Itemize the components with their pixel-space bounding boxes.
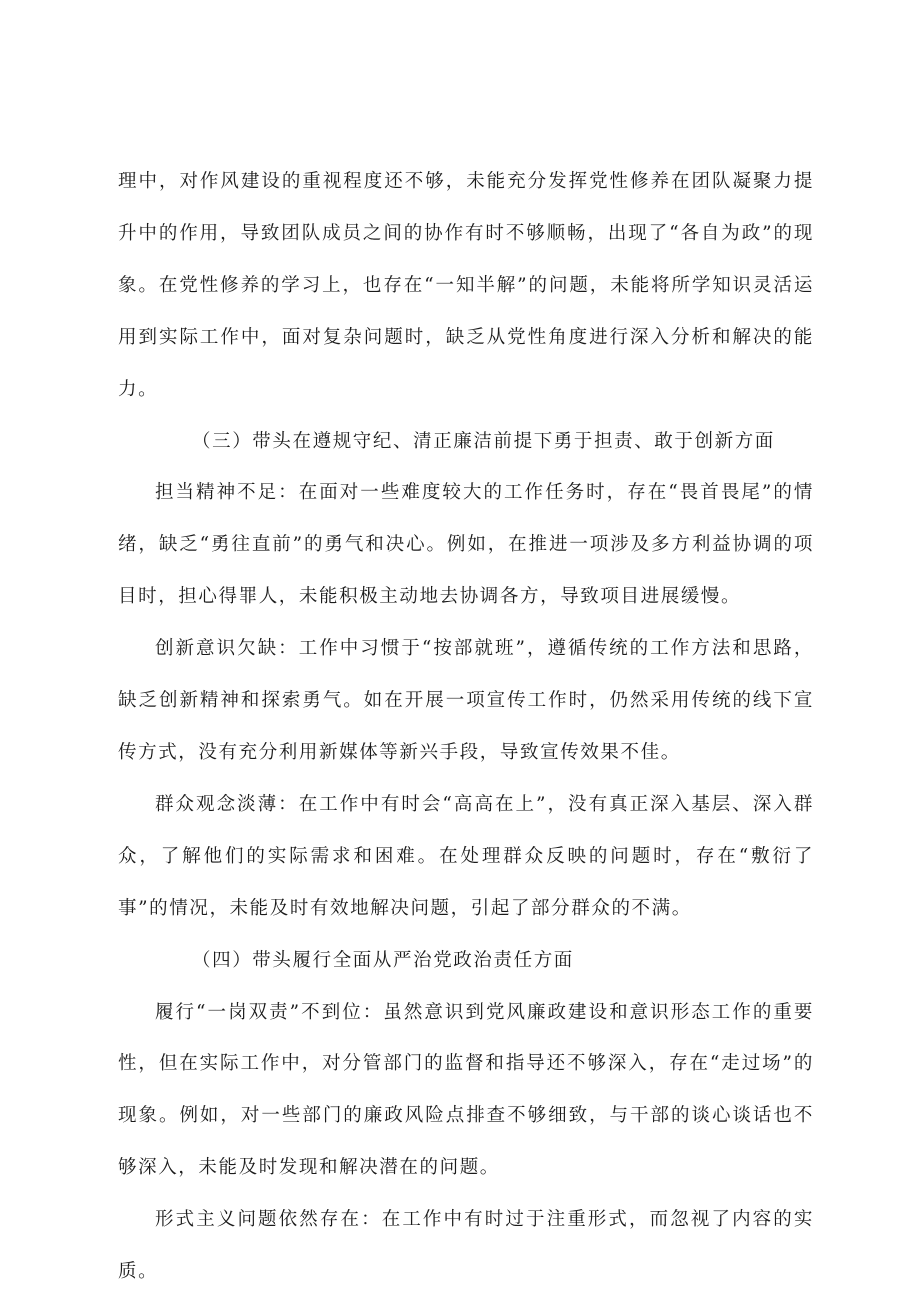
- paragraph-dual-duty: 履行“一岗双责”不到位：虽然意识到党风廉政建设和意识形态工作的重要性，但在实际工作中，对分管部门的监督和指导还不够深入，存在“走过场”的现象。例如，对一些部门的廉政风险点排查不够细致，与干部的谈心谈话也不够深入，未能及时发现和解决潜在的问题。: [118, 1001, 814, 1179]
- paragraph-continuation: 理中，对作风建设的重视程度还不够，未能充分发挥党性修养在团队凝聚力提升中的作用，导致团队成员之间的协作有时不够顺畅，出现了“各自为政”的现象。在党性修养的学习上，也存在“一知半解”的问题，未能将所学知识灵活运用到实际工作中，面对复杂问题时，缺乏从党性角度进行深入分析和解决的能力。: [118, 171, 814, 400]
- section-heading-3: （三）带头在遵规守纪、清正廉洁前提下勇于担责、敢于创新方面: [192, 430, 775, 452]
- section-heading-4: （四）带头履行全面从严治党政治责任方面: [192, 949, 574, 971]
- paragraph-formalism: 形式主义问题依然存在：在工作中有时过于注重形式，而忽视了内容的实质。: [118, 1209, 814, 1283]
- paragraph-innovation: 创新意识欠缺：工作中习惯于“按部就班”，遵循传统的工作方法和思路，缺乏创新精神和探索勇气。如在开展一项宣传工作时，仍然采用传统的线下宣传方式，没有充分利用新媒体等新兴手段，导致宣传效果不佳。: [118, 638, 814, 763]
- paragraph-responsibility: 担当精神不足：在面对一些难度较大的工作任务时，存在“畏首畏尾”的情绪，缺乏“勇往直前”的勇气和决心。例如，在推进一项涉及多方利益协调的项目时，担心得罪人，未能积极主动地去协调各方，导致项目进展缓慢。: [118, 482, 814, 608]
- document-body: [118, 156, 814, 1298]
- paragraph-masses: 群众观念淡薄：在工作中有时会“高高在上”，没有真正深入基层、深入群众，了解他们的实际需求和困难。在处理群众反映的问题时，存在“敷衍了事”的情况，未能及时有效地解决问题，引起了部分群众的不满。: [118, 793, 814, 919]
